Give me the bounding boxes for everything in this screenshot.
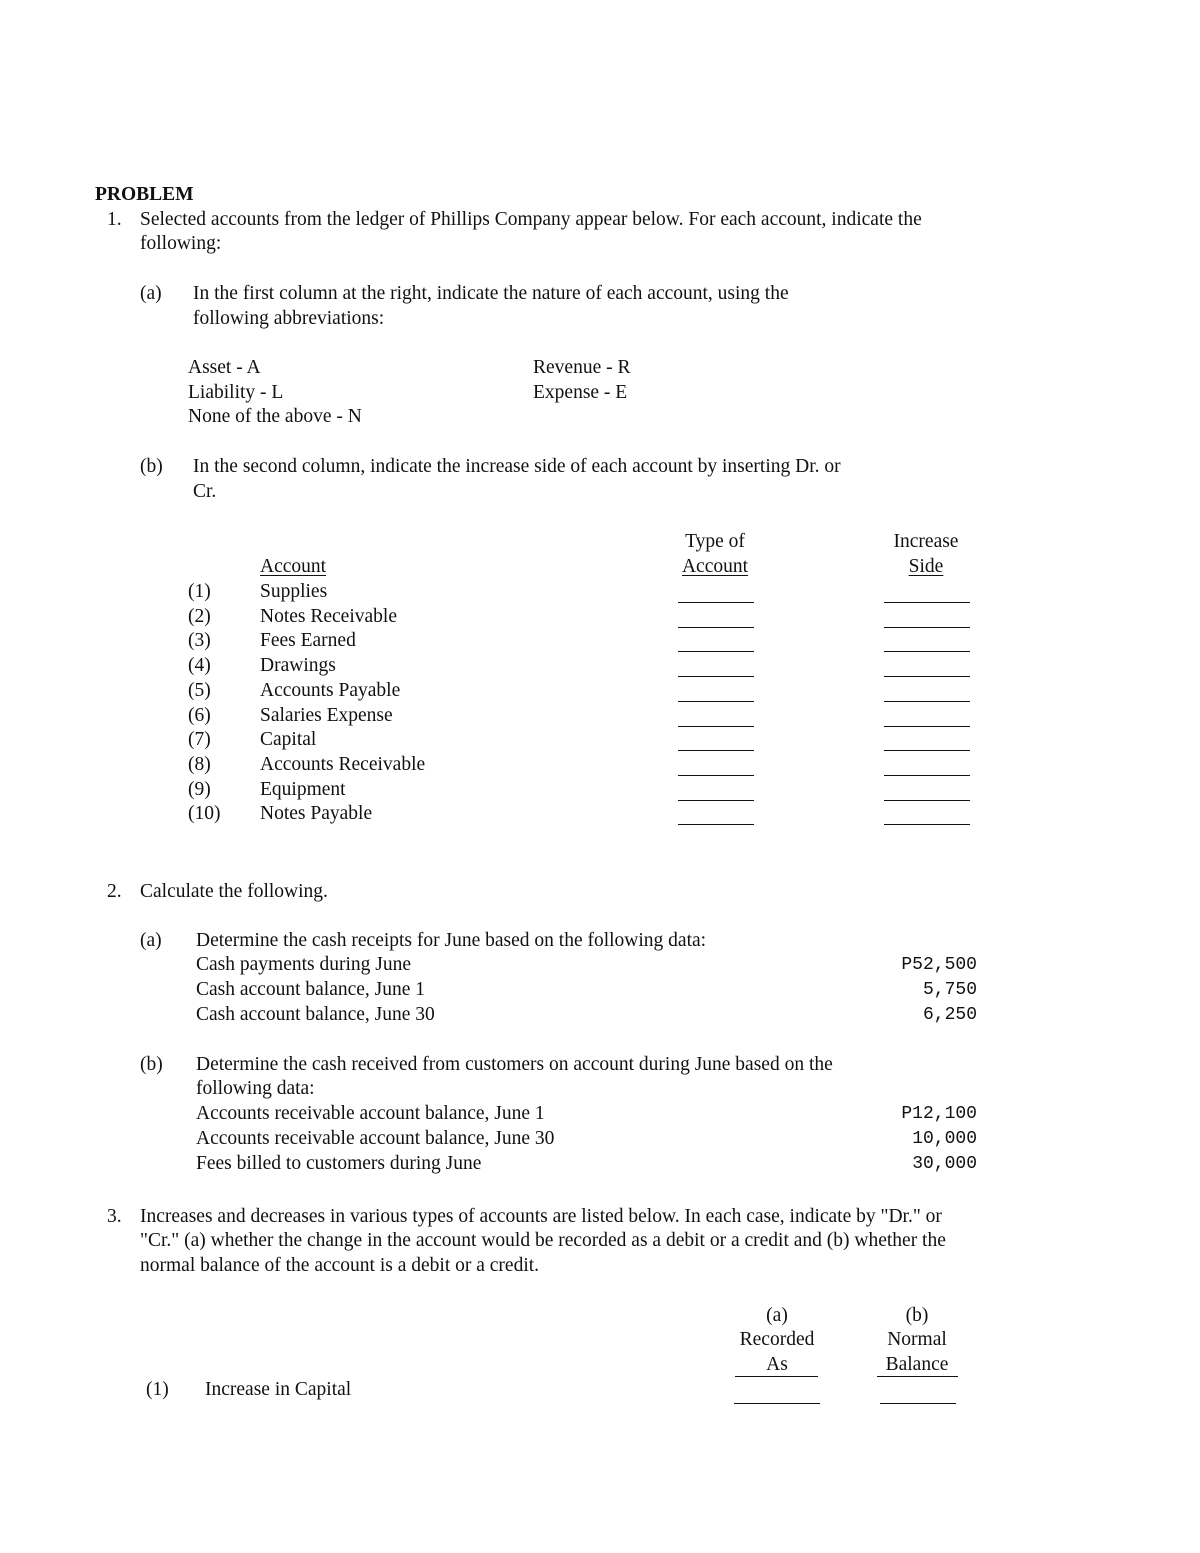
p2b-item-label: Fees billed to customers during June: [196, 1153, 482, 1174]
normal-balance-answer-blank[interactable]: [880, 1403, 956, 1404]
type-of-account-blank[interactable]: [678, 726, 754, 727]
p2b-item-value: 30,000: [912, 1154, 977, 1174]
increase-side-blank[interactable]: [884, 800, 970, 801]
p2b-item-value: 10,000: [912, 1129, 977, 1149]
p2a-item-value: 5,750: [922, 980, 977, 1000]
account-row-name: Notes Receivable: [260, 606, 397, 627]
account-row-name: Accounts Receivable: [260, 754, 426, 775]
abbr-none: None of the above - N: [188, 406, 362, 427]
increase-side-blank[interactable]: [884, 726, 970, 727]
abbr-liability: Liability - L: [188, 382, 284, 403]
p3-row-number: (1): [146, 1379, 169, 1400]
problem-2-number: 2.: [107, 881, 122, 902]
problem-3-number: 3.: [107, 1206, 122, 1227]
increase-side-blank[interactable]: [884, 627, 970, 628]
account-row-name: Equipment: [260, 779, 346, 800]
p2a-item-label: Cash payments during June: [196, 954, 412, 975]
p2a-item-value: 6,250: [922, 1005, 977, 1025]
account-row-number: (5): [188, 680, 211, 701]
abbr-revenue: Revenue - R: [533, 357, 631, 378]
col-a-recorded: Recorded: [739, 1329, 815, 1350]
account-row-number: (8): [188, 754, 211, 775]
problem-1a-line-1: In the first column at the right, indicate the nature of each account, using the: [193, 283, 789, 304]
account-row-number: (4): [188, 655, 211, 676]
recorded-as-answer-blank[interactable]: [734, 1403, 820, 1404]
problem-1b-line-2: Cr.: [193, 481, 217, 502]
increase-side-blank[interactable]: [884, 651, 970, 652]
account-row-name: Drawings: [260, 655, 336, 676]
account-row-number: (6): [188, 705, 211, 726]
problem-2b-label: (b): [140, 1054, 163, 1075]
problem-3-line-3: normal balance of the account is a debit or a credit.: [140, 1255, 540, 1276]
problem-1b-line-1: In the second column, indicate the increase side of each account by inserting Dr. or: [193, 456, 841, 477]
problem-3-line-2: "Cr." (a) whether the change in the account would be recorded as a debit or a credit and (b) whether the: [140, 1230, 946, 1251]
problem-2-intro: Calculate the following.: [140, 881, 328, 902]
account-row-name: Capital: [260, 729, 317, 750]
account-row-name: Notes Payable: [260, 803, 373, 824]
type-header-line-1: Type of: [685, 531, 745, 552]
problem-1-line-1: Selected accounts from the ledger of Phillips Company appear below. For each account, indicate the: [140, 209, 922, 230]
account-row-number: (3): [188, 630, 211, 651]
problem-1b-label: (b): [140, 456, 163, 477]
p2b-item-label: Accounts receivable account balance, June 1: [196, 1103, 545, 1124]
increase-header-line-2: Side: [908, 556, 944, 577]
problem-3-line-1: Increases and decreases in various types of accounts are listed below. In each case, indicate by "Dr." or: [140, 1206, 942, 1227]
increase-side-blank[interactable]: [884, 676, 970, 677]
type-of-account-blank[interactable]: [678, 775, 754, 776]
type-of-account-blank[interactable]: [678, 602, 754, 603]
p2a-item-value: P52,500: [901, 955, 977, 975]
increase-header-line-1: Increase: [893, 531, 959, 552]
account-column-header: Account: [260, 556, 327, 577]
abbr-asset: Asset - A: [188, 357, 261, 378]
problem-2a-line-1: Determine the cash receipts for June based on the following data:: [196, 930, 707, 951]
increase-side-blank[interactable]: [884, 701, 970, 702]
problem-1a-label: (a): [140, 283, 162, 304]
account-row-name: Fees Earned: [260, 630, 356, 651]
abbr-expense: Expense - E: [533, 382, 628, 403]
col-a-header-underline: [735, 1376, 818, 1377]
account-row-name: Supplies: [260, 581, 328, 602]
increase-side-blank[interactable]: [884, 602, 970, 603]
problem-1-number: 1.: [107, 209, 122, 230]
type-of-account-blank[interactable]: [678, 627, 754, 628]
p2a-item-label: Cash account balance, June 30: [196, 1004, 435, 1025]
account-row-number: (9): [188, 779, 211, 800]
type-of-account-blank[interactable]: [678, 676, 754, 677]
account-row-name: Salaries Expense: [260, 705, 393, 726]
col-a-label: (a): [766, 1305, 788, 1326]
type-of-account-blank[interactable]: [678, 701, 754, 702]
problem-2b-line-2: following data:: [196, 1078, 315, 1099]
type-header-line-2: Account: [681, 556, 749, 577]
problem-heading: PROBLEM: [95, 184, 194, 205]
account-row-number: (2): [188, 606, 211, 627]
problem-1-line-2: following:: [140, 233, 222, 254]
type-of-account-blank[interactable]: [678, 800, 754, 801]
account-row-number: (10): [188, 803, 221, 824]
p2a-item-label: Cash account balance, June 1: [196, 979, 426, 1000]
problem-2a-label: (a): [140, 930, 162, 951]
type-of-account-blank[interactable]: [678, 750, 754, 751]
p3-row-name: Increase in Capital: [205, 1379, 352, 1400]
increase-side-blank[interactable]: [884, 775, 970, 776]
increase-side-blank[interactable]: [884, 750, 970, 751]
col-b-normal: Normal: [887, 1329, 947, 1350]
p2b-item-label: Accounts receivable account balance, June 30: [196, 1128, 555, 1149]
account-row-number: (7): [188, 729, 211, 750]
type-of-account-blank[interactable]: [678, 651, 754, 652]
account-row-name: Accounts Payable: [260, 680, 401, 701]
increase-side-blank[interactable]: [884, 824, 970, 825]
col-b-label: (b): [905, 1305, 929, 1326]
col-b-header-underline: [877, 1376, 958, 1377]
col-b-balance: Balance: [885, 1354, 949, 1375]
account-row-number: (1): [188, 581, 211, 602]
type-of-account-blank[interactable]: [678, 824, 754, 825]
problem-1a-line-2: following abbreviations:: [193, 308, 385, 329]
problem-2b-line-1: Determine the cash received from customers on account during June based on the: [196, 1054, 833, 1075]
col-a-as: As: [766, 1354, 788, 1375]
p2b-item-value: P12,100: [901, 1104, 977, 1124]
